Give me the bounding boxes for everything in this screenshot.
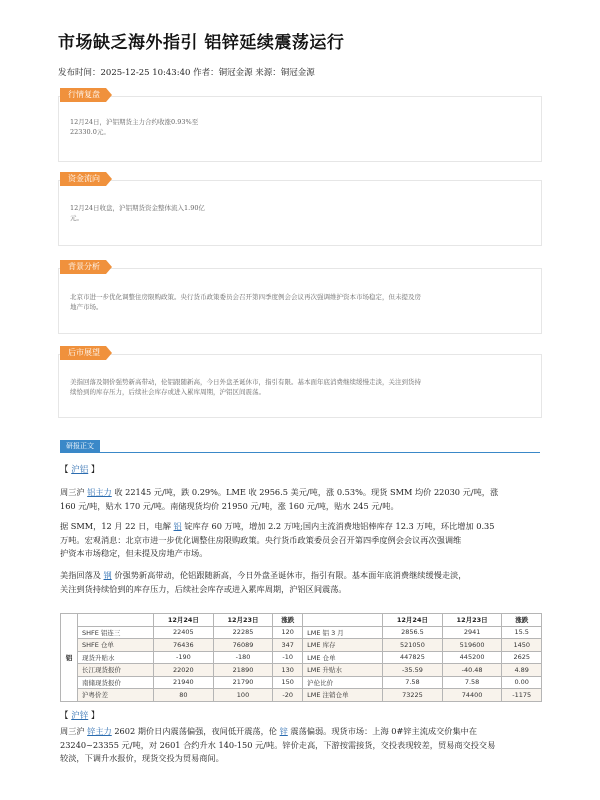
table-cell: -35.59 bbox=[383, 664, 443, 677]
table-cell: 21790 bbox=[213, 676, 273, 689]
table-cell: 447825 bbox=[383, 651, 443, 664]
table-cell: 15.5 bbox=[502, 626, 542, 639]
aluminum-paragraph-2 bbox=[60, 520, 540, 561]
table-cell: -10 bbox=[273, 651, 303, 664]
zinc-inline-link[interactable]: 锌 bbox=[279, 726, 288, 736]
table-cell: 73225 bbox=[383, 689, 443, 702]
outlook-line-1: 美指回落及钢价强势新高带动，伦铝跟随新高，今日外盘圣诞休市，指引有限。基本面年底消费继续缓慢走淡，关注到货持 bbox=[70, 378, 421, 386]
table-header-cell: 涨跌 bbox=[502, 614, 542, 627]
table-cell: 4.89 bbox=[502, 664, 542, 677]
text-span: 价强势新高带动，伦铝跟随新高，今日外盘圣诞休市，指引有限。基本面年底消费继续缓慢走淡， bbox=[111, 570, 467, 580]
table-cell: 100 bbox=[213, 689, 273, 702]
table-row-label: LME 铝 3 月 bbox=[303, 626, 383, 639]
table-cell: 76089 bbox=[213, 639, 273, 652]
table-cell: 0.00 bbox=[502, 676, 542, 689]
aluminum-inline-link[interactable]: 铝 bbox=[173, 521, 182, 531]
review-line-2: 22330.0元。 bbox=[70, 128, 110, 136]
table-header-row bbox=[61, 614, 542, 627]
table-cell: 347 bbox=[273, 639, 303, 652]
table-cell: 2856.5 bbox=[383, 626, 443, 639]
outlook-tag: 后市展望 bbox=[60, 346, 106, 360]
table-cell: 2625 bbox=[502, 651, 542, 664]
aluminum-p3-line-2: 关注到货持续恰到的库存压力，后续社会库存或进入累库周期，沪铝区间震荡。 bbox=[60, 583, 347, 594]
text-span: 周三沪 bbox=[60, 487, 88, 497]
table-row-label: 沪伦比价 bbox=[303, 676, 383, 689]
zinc-p1-line-1 bbox=[60, 725, 540, 739]
table-cell: 1450 bbox=[502, 639, 542, 652]
table-cell: -190 bbox=[154, 651, 214, 664]
text-span: 美指回落及 bbox=[60, 570, 104, 580]
table-header-cell bbox=[78, 614, 154, 627]
aluminum-main-contract-link[interactable]: 铝主力 bbox=[87, 487, 112, 497]
table-cell: 7.58 bbox=[383, 676, 443, 689]
table-row bbox=[61, 626, 542, 639]
steel-link[interactable]: 钢 bbox=[103, 570, 112, 580]
zinc-link[interactable]: 沪锌 bbox=[71, 711, 89, 721]
bracket-left: 【 bbox=[60, 465, 72, 475]
aluminum-paragraph-3 bbox=[60, 569, 540, 596]
aluminum-p3-line-1 bbox=[60, 569, 540, 583]
table-row-label: SHFE 铝连三 bbox=[78, 626, 154, 639]
table-cell: -1175 bbox=[502, 689, 542, 702]
table-row-label: LME 仓单 bbox=[303, 651, 383, 664]
table-row bbox=[61, 689, 542, 702]
aluminum-data-table bbox=[60, 613, 542, 702]
table-row bbox=[61, 664, 542, 677]
table-row-label: LME 库存 bbox=[303, 639, 383, 652]
table-cell: 120 bbox=[273, 626, 303, 639]
background-text bbox=[70, 292, 421, 312]
bracket-left: 【 bbox=[60, 711, 72, 721]
fund-line-1: 12月24日收盘，沪铝期货资金整体流入1.90亿 bbox=[70, 204, 206, 212]
report-body-tag: 研报正文 bbox=[60, 440, 100, 452]
table-cell: -20 bbox=[273, 689, 303, 702]
background-tag: 背景分析 bbox=[60, 260, 106, 274]
article-meta: 发布时间：2025-12-25 10:43:40 作者：铜冠金源 来源：铜冠金源 bbox=[58, 68, 315, 78]
table-cell: 22285 bbox=[213, 626, 273, 639]
table-cell: 7.58 bbox=[442, 676, 502, 689]
text-span: 震荡偏弱。现货市场：上海 0#锌主流成交价集中在 bbox=[287, 726, 478, 736]
zinc-main-contract-link[interactable]: 锌主力 bbox=[87, 726, 112, 736]
table-row-label: LME 注销仓单 bbox=[303, 689, 383, 702]
zinc-paragraph-1 bbox=[60, 725, 540, 766]
table-row bbox=[61, 651, 542, 664]
table-header-cell: 12月23日 bbox=[213, 614, 273, 627]
table-cell: 22405 bbox=[154, 626, 214, 639]
fund-line-2: 元。 bbox=[70, 214, 83, 222]
table-row-label: 南储现货报价 bbox=[78, 676, 154, 689]
table-header-cell: 12月23日 bbox=[442, 614, 502, 627]
table-row-label: SHFE 仓单 bbox=[78, 639, 154, 652]
table-row bbox=[61, 639, 542, 652]
table-cell: 22020 bbox=[154, 664, 214, 677]
fund-tag: 资金流向 bbox=[60, 172, 106, 186]
zinc-section-heading bbox=[60, 709, 99, 721]
table-row-label: 现货升贴水 bbox=[78, 651, 154, 664]
text-span: 周三沪 bbox=[60, 726, 88, 736]
background-line-2: 地产市场。 bbox=[70, 303, 103, 311]
aluminum-p2-line-1 bbox=[60, 520, 540, 534]
review-text bbox=[70, 117, 198, 137]
background-line-1: 北京市进一步优化调整住房限购政策。央行货币政策委员会召开第四季度例会会议再次强调维护资本市场稳定，但未提及房 bbox=[70, 293, 421, 301]
article-title: 市场缺乏海外指引 铝锌延续震荡运行 bbox=[58, 33, 345, 53]
aluminum-paragraph-1 bbox=[60, 486, 540, 513]
text-span: 据 SMM，12 月 22 日，电解 bbox=[60, 521, 174, 531]
table-cell: 519600 bbox=[442, 639, 502, 652]
zinc-p1-line-3: 较淡，下调升水报价，现货交投为贸易商间。 bbox=[60, 753, 224, 763]
aluminum-p1-line-2: 160 元/吨，贴水 170 元/吨。南储现货均价 21950 元/吨，涨 160 元/吨，贴水 245 元/吨。 bbox=[60, 500, 399, 511]
aluminum-p2-line-3: 护资本市场稳定，但未提及房地产市场。 bbox=[60, 548, 208, 558]
zinc-p1-line-2: 23240~23355 元/吨，对 2601 合约升水 140-150 元/吨。锌价走高，下游按需接货，交投表现较差，贸易商交投交易 bbox=[60, 739, 496, 750]
table-row-label: 长江现货报价 bbox=[78, 664, 154, 677]
text-span: 收 22145 元/吨，跌 0.29%。LME 收 2956.5 美元/吨，涨 0.53%。现货 SMM 均价 22030 元/吨，涨 bbox=[111, 487, 499, 497]
aluminum-link[interactable]: 沪铝 bbox=[71, 465, 89, 475]
table-cell: 130 bbox=[273, 664, 303, 677]
outlook-text bbox=[70, 377, 421, 397]
table-row-label: LME 升贴水 bbox=[303, 664, 383, 677]
table-cell: 521050 bbox=[383, 639, 443, 652]
table-cell: 445200 bbox=[442, 651, 502, 664]
report-body-divider bbox=[60, 452, 540, 453]
table-header-cell: 12月24日 bbox=[154, 614, 214, 627]
aluminum-p2-line-2: 万吨。宏观消息：北京市进一步优化调整住房限购政策。央行货币政策委员会召开第四季度例会会议再次强调维 bbox=[60, 534, 462, 545]
table-row-label: 沪粤价差 bbox=[78, 689, 154, 702]
table-row bbox=[61, 676, 542, 689]
table-cell: 74400 bbox=[442, 689, 502, 702]
table-cell: 80 bbox=[154, 689, 214, 702]
table-cell: 150 bbox=[273, 676, 303, 689]
table-cell: -180 bbox=[213, 651, 273, 664]
table-side-label: 铝 bbox=[61, 614, 78, 702]
aluminum-p1-line-1 bbox=[60, 486, 540, 500]
table-cell: 2941 bbox=[442, 626, 502, 639]
review-line-1: 12月24日，沪铝期货主力合约收涨0.93%至 bbox=[70, 118, 199, 126]
table-cell: 21940 bbox=[154, 676, 214, 689]
table-cell: 21890 bbox=[213, 664, 273, 677]
text-span: 2602 期价日内震荡偏强，夜间低开震荡，伦 bbox=[111, 726, 280, 736]
text-span: 锭库存 60 万吨，增加 2.2 万吨;国内主流消费地铝棒库存 12.3 万吨，环比增加 0.35 bbox=[181, 521, 495, 531]
table-header-cell bbox=[303, 614, 383, 627]
fund-text bbox=[70, 203, 205, 223]
table-cell: 76436 bbox=[154, 639, 214, 652]
aluminum-section-heading bbox=[60, 463, 99, 475]
table-header-cell: 12月24日 bbox=[383, 614, 443, 627]
table-header-cell: 涨跌 bbox=[273, 614, 303, 627]
outlook-line-2: 续恰到的库存压力，后续社会库存或进入累库周期，沪铝区间震荡。 bbox=[70, 388, 265, 396]
bracket-right: 】 bbox=[88, 465, 100, 475]
table-cell: -40.48 bbox=[442, 664, 502, 677]
bracket-right: 】 bbox=[88, 711, 100, 721]
review-tag: 行情复盘 bbox=[60, 88, 106, 102]
